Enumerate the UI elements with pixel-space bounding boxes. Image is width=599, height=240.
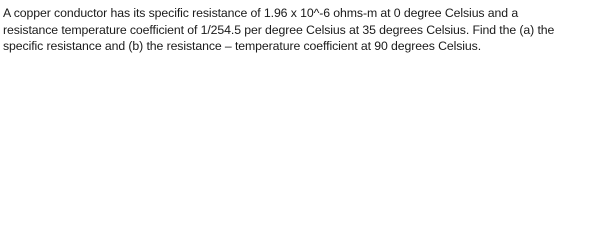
problem-line-3: specific resistance and (b) the resistance – temperature coefficient at 90 degrees Celsius. <box>3 39 482 53</box>
problem-line-1: A copper conductor has its specific resistance of 1.96 x 10^-6 ohms-m at 0 degree Celsius and a <box>3 6 519 20</box>
problem-statement <box>3 5 596 55</box>
problem-line-2: resistance temperature coefficient of 1/254.5 per degree Celsius at 35 degrees Celsius. Find the (a) the <box>3 22 555 37</box>
